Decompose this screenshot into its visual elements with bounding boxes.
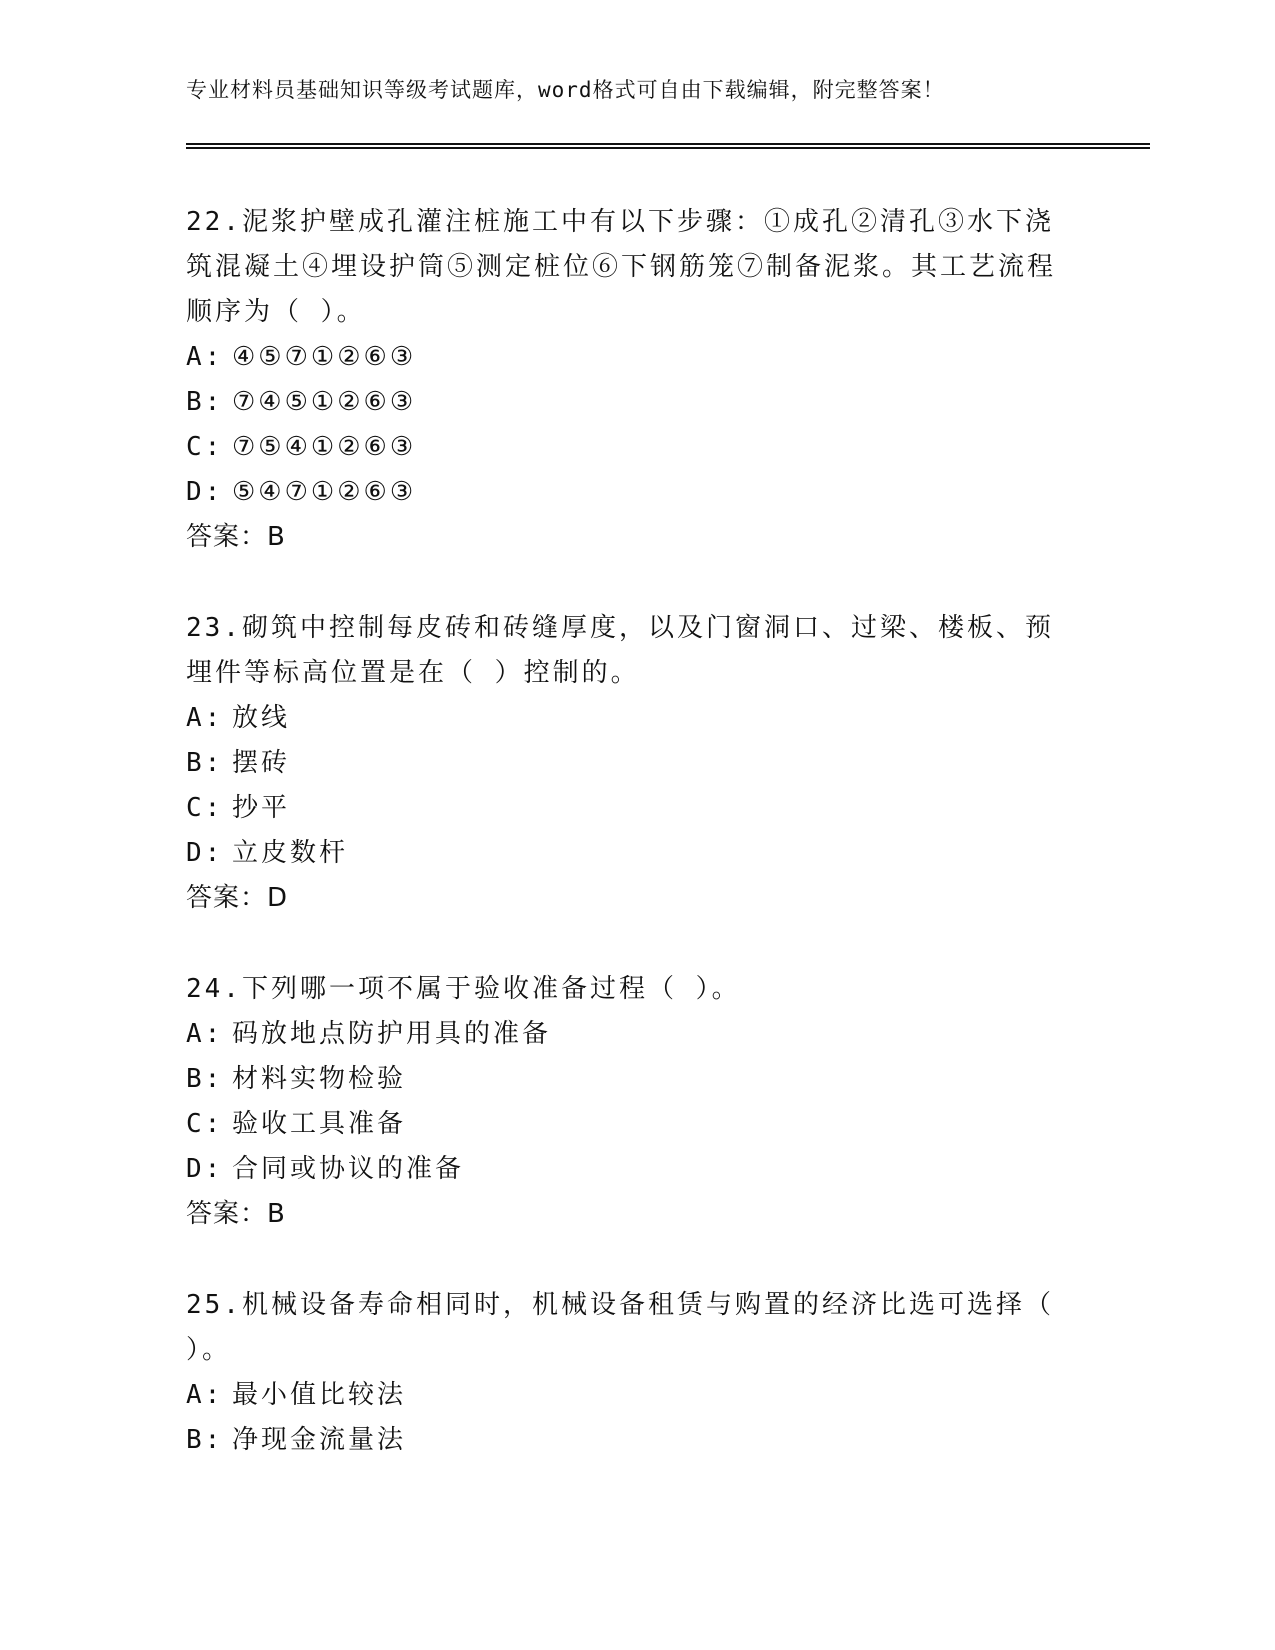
option-text: ⑦⑤④①②⑥③ bbox=[232, 432, 417, 462]
option-c bbox=[186, 425, 1076, 470]
option-letter: B: bbox=[186, 387, 224, 417]
option-letter: B: bbox=[186, 1425, 224, 1455]
option-d bbox=[186, 1147, 1076, 1192]
option-b bbox=[186, 741, 1076, 786]
option-c bbox=[186, 786, 1076, 831]
option-a bbox=[186, 1012, 1076, 1057]
option-letter: B: bbox=[186, 1064, 224, 1094]
page-header: 专业材料员基础知识等级考试题库，word格式可自由下载编辑，附完整答案！ bbox=[186, 78, 945, 102]
option-text: ⑦④⑤①②⑥③ bbox=[232, 387, 417, 417]
question-list bbox=[186, 200, 1076, 1509]
option-text: 材料实物检验 bbox=[232, 1064, 407, 1094]
option-text: 抄平 bbox=[232, 793, 291, 823]
option-letter: D: bbox=[186, 838, 224, 868]
option-letter: C: bbox=[186, 432, 224, 462]
question-item bbox=[186, 1283, 1076, 1463]
option-letter: C: bbox=[186, 1109, 224, 1139]
option-letter: A: bbox=[186, 703, 224, 733]
option-letter: A: bbox=[186, 1380, 224, 1410]
question-text: 22.泥浆护壁成孔灌注桩施工中有以下步骤：①成孔②清孔③水下浇筑混凝土④埋设护筒⑤测定桩位⑥下钢筋笼⑦制备泥浆。其工艺流程顺序为（ ）。 bbox=[186, 207, 1057, 327]
option-text: 码放地点防护用具的准备 bbox=[232, 1019, 552, 1049]
option-d bbox=[186, 470, 1076, 515]
option-letter: D: bbox=[186, 477, 224, 507]
option-a bbox=[186, 1373, 1076, 1418]
question-item bbox=[186, 200, 1076, 560]
option-text: 立皮数杆 bbox=[232, 838, 349, 868]
option-letter: A: bbox=[186, 342, 224, 372]
option-a bbox=[186, 335, 1076, 380]
option-b bbox=[186, 380, 1076, 425]
option-text: 净现金流量法 bbox=[232, 1425, 407, 1455]
option-text: ④⑤⑦①②⑥③ bbox=[232, 342, 417, 372]
answer-text: 答案：B bbox=[186, 1199, 286, 1229]
answer-text: 答案：D bbox=[186, 883, 289, 913]
option-b bbox=[186, 1418, 1076, 1463]
option-text: 放线 bbox=[232, 703, 291, 733]
option-letter: C: bbox=[186, 793, 224, 823]
question-text: 24.下列哪一项不属于验收准备过程（ ）。 bbox=[186, 974, 741, 1004]
option-text: 最小值比较法 bbox=[232, 1380, 407, 1410]
question-text: 25.机械设备寿命相同时，机械设备租赁与购置的经济比选可选择（ ）。 bbox=[186, 1290, 1054, 1365]
question-item bbox=[186, 606, 1076, 921]
question-item bbox=[186, 967, 1076, 1237]
option-letter: D: bbox=[186, 1154, 224, 1184]
option-letter: A: bbox=[186, 1019, 224, 1049]
option-d bbox=[186, 831, 1076, 876]
option-text: 验收工具准备 bbox=[232, 1109, 407, 1139]
option-text: 合同或协议的准备 bbox=[232, 1154, 465, 1184]
option-b bbox=[186, 1057, 1076, 1102]
option-text: 摆砖 bbox=[232, 748, 291, 778]
option-letter: B: bbox=[186, 748, 224, 778]
answer-text: 答案：B bbox=[186, 522, 286, 552]
option-a bbox=[186, 696, 1076, 741]
option-text: ⑤④⑦①②⑥③ bbox=[232, 477, 417, 507]
question-text: 23.砌筑中控制每皮砖和砖缝厚度，以及门窗洞口、过梁、楼板、预埋件等标高位置是在（ ）控制的。 bbox=[186, 613, 1054, 688]
option-c bbox=[186, 1102, 1076, 1147]
header-divider bbox=[186, 143, 1150, 149]
